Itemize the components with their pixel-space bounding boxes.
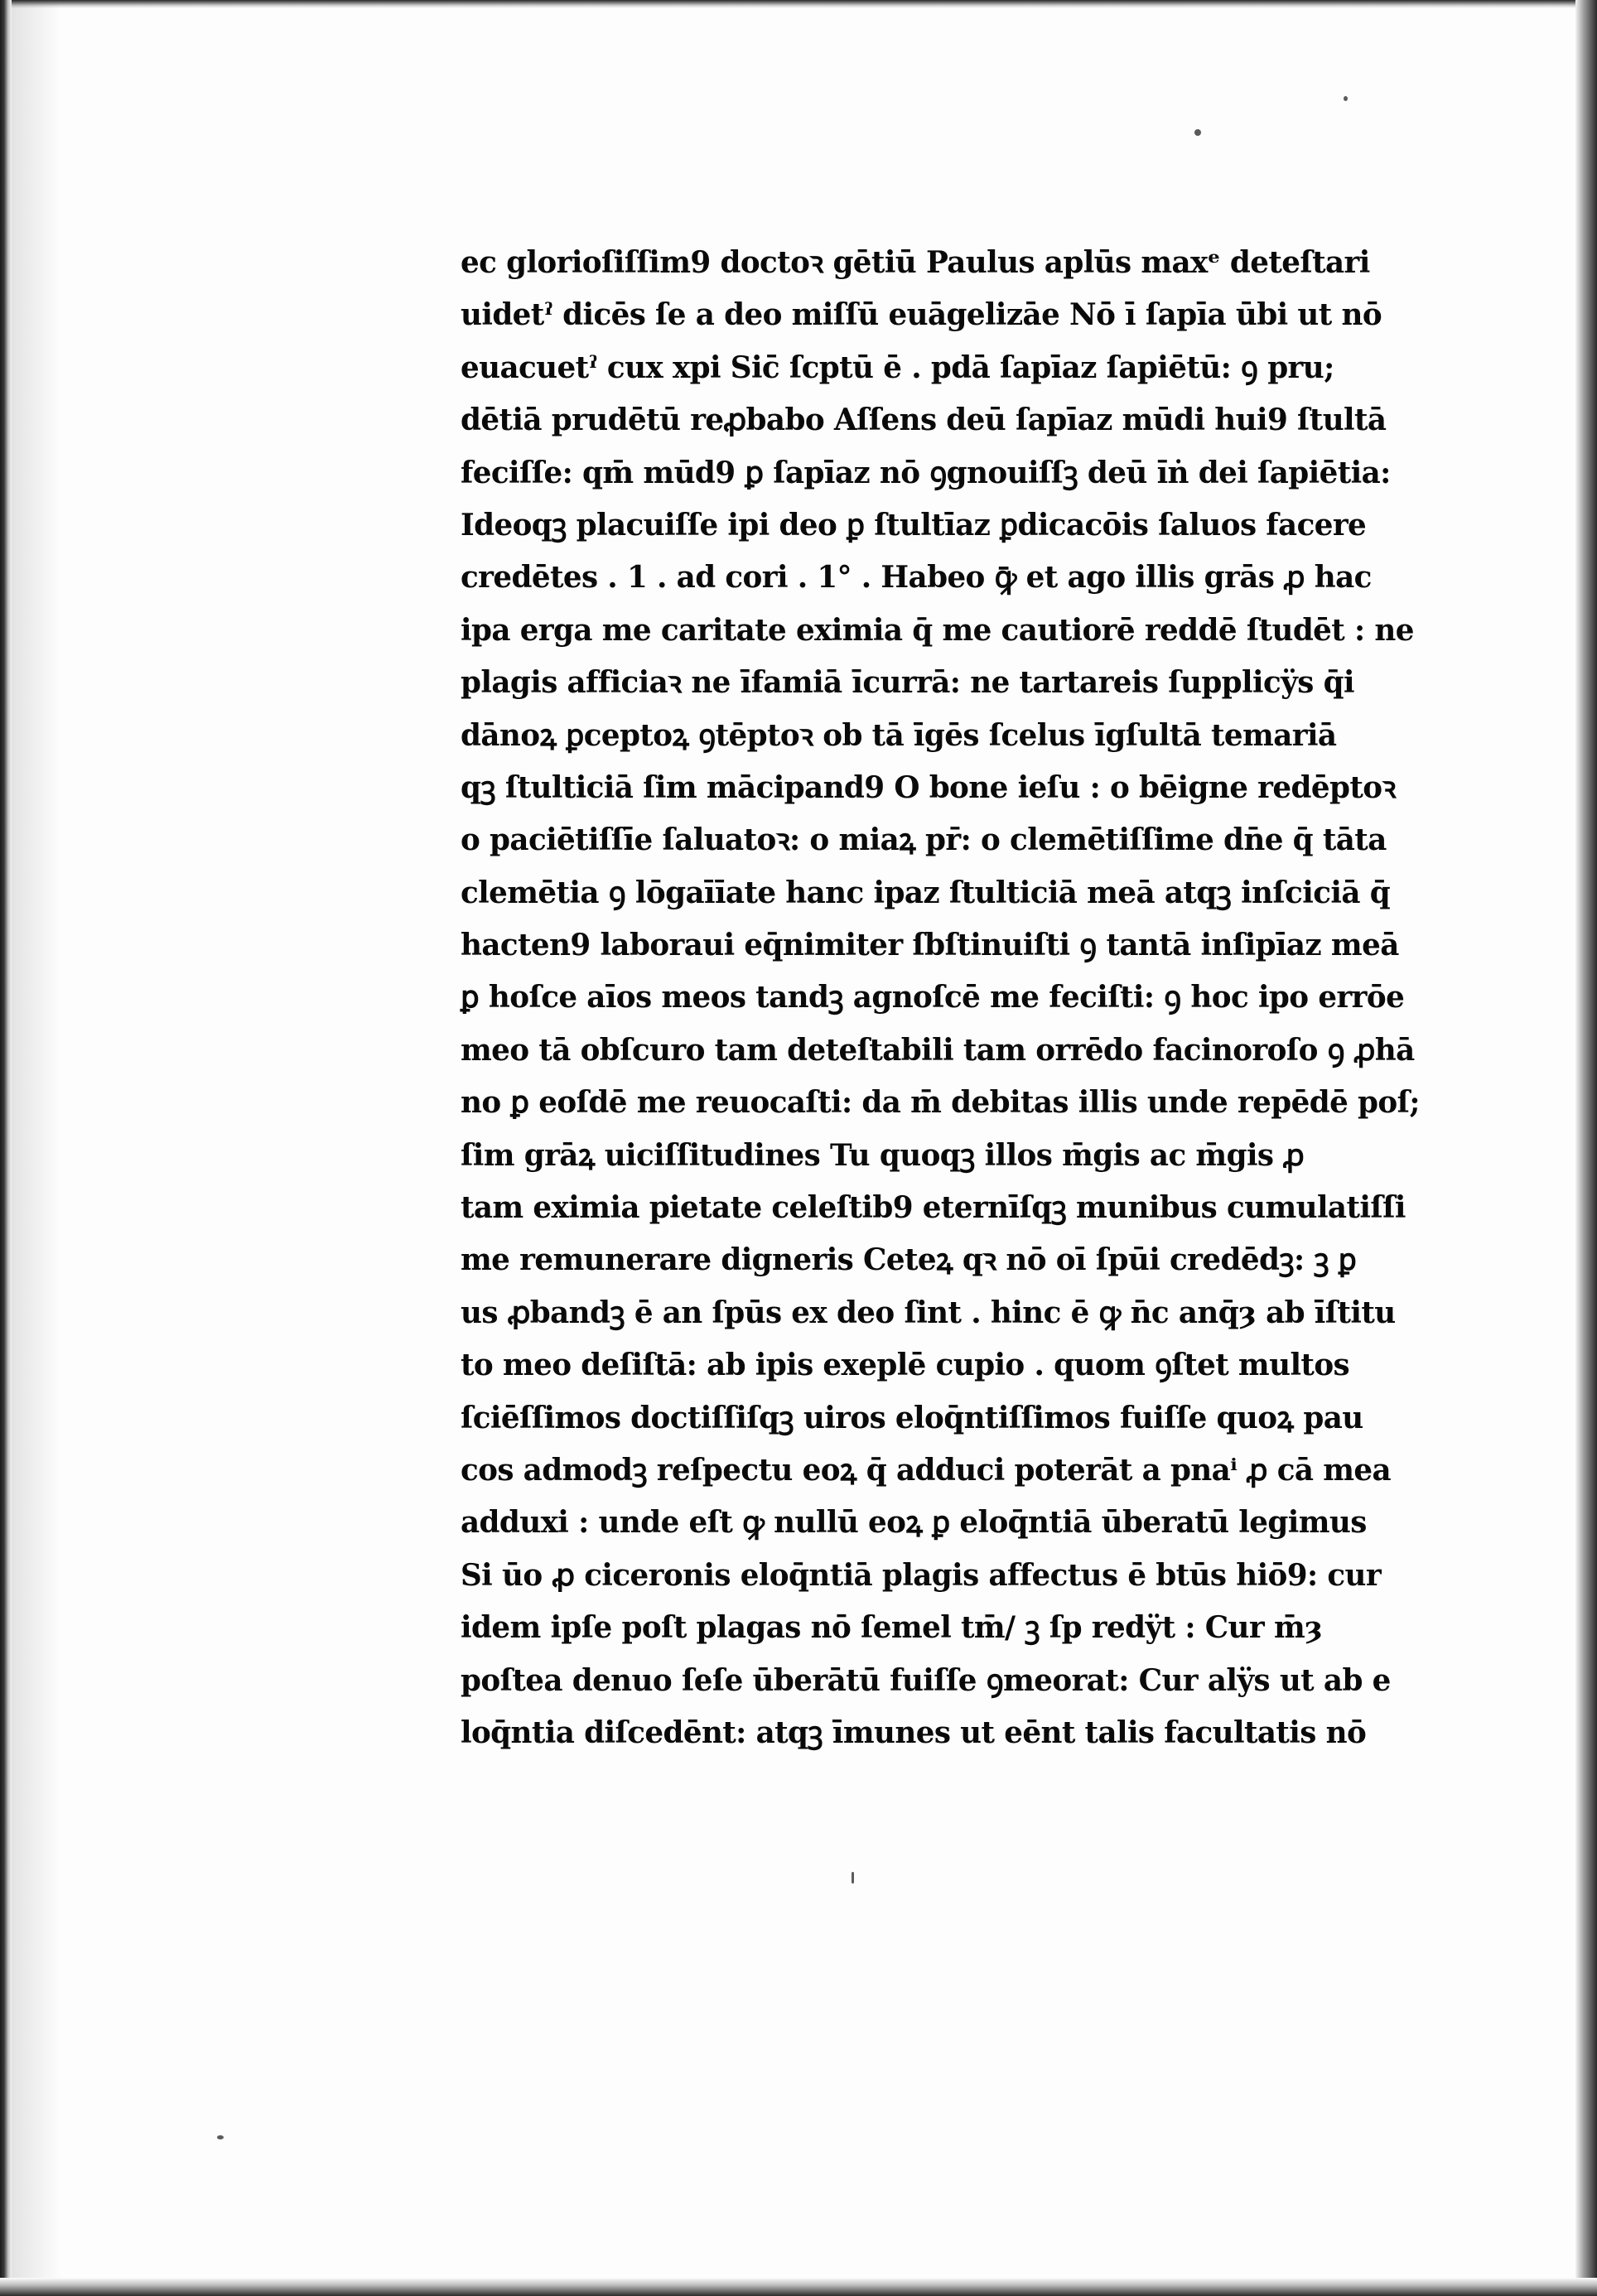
page-edge-right	[1575, 0, 1597, 2296]
text-line: idem ipſe poſt plagas nō ſemel tm̄/ ꝫ ſp redÿt : Cur m̄ȝ	[461, 1610, 1323, 1646]
text-line: me remunerare digneris Ceteꝝ qꝛ nō oī ſpūi credēdꝫ: ꝫ ꝑ	[461, 1242, 1357, 1278]
paper-speck	[852, 1872, 854, 1884]
text-line: poſtea denuo ſeſe ūberātū fuiſſe ꝯmeorat: Cur alÿs ut ab e	[461, 1662, 1391, 1698]
text-line: plagis afficiaꝛ ne īfamiā īcurrā: ne tartareis ſupplicÿs q̄i	[461, 665, 1354, 701]
body-text	[461, 237, 1438, 1759]
text-line: o paciētiſſīe ſaluatoꝛ: o miaꝝ pr̄: o clemētiſſime dn̄e q̄ tāta	[461, 822, 1387, 858]
text-line: dētiā prudētū reꝓbabo Aſſens deū ſapīaz mūdi hui9 ſtultā	[461, 403, 1387, 438]
text-line: adduxi : unde eſt ꝙ nullū eoꝝ ꝑ eloq̄ntiā ūberatū legimus	[461, 1505, 1367, 1541]
text-line: cos admodꝫ reſpectu eoꝝ q̄ adduci poterāt a pnaⁱ ꝓ cā mea	[461, 1452, 1392, 1488]
paper-speck	[1194, 129, 1201, 136]
text-line: hacten9 laboraui eq̄nimiter ſbſtinuiſti ꝯ tantā inſipīaz meā	[461, 928, 1399, 963]
text-line: feciſſe: qm̄ mūd9 ꝑ ſapīaz nō ꝯgnouiſſꝫ deū ı̄ṅ dei ſapiētia:	[461, 455, 1391, 490]
text-line: clemētia ꝯ lōgaīīate hanc ipaz ſtulticiā meā atqꝫ inſciciā q̄	[461, 875, 1391, 910]
text-line: meo tā obſcuro tam deteſtabili tam orrēdo facinoroſo ꝯ ꝓhā	[461, 1032, 1415, 1068]
text-line: tam eximia pietate celeſtib9 eternīſqꝫ munibus cumulatiſſi	[461, 1190, 1406, 1226]
paper-speck	[217, 2135, 224, 2139]
text-line: credētes . 1 . ad cori . 1° . Habeo ꝙ̄ et ago illis grās ꝓ hac	[461, 560, 1372, 596]
text-line: no ꝑ eoſdē me reuocaſti: da m̄ debitas illis unde repēdē poſ;	[461, 1085, 1420, 1121]
text-line: loq̄ntia diſcedēnt: atqꝫ īmunes ut eēnt talis facultatis nō	[461, 1715, 1367, 1750]
page-edge-top	[0, 0, 1597, 8]
text-line: qꝫ ſtulticiā ſim mācipand9 O bone ieſu : o bēigne redēptoꝛ	[461, 769, 1396, 805]
text-line: ipa erga me caritate eximia q̄ me cautiorē reddē ſtudēt : ne	[461, 612, 1414, 648]
text-line: uidetˀ dicēs ſe a deo miſſū euāgelizāe Nō ī ſapīa ūbi ut nō	[461, 297, 1382, 333]
page-edge-bottom	[0, 2278, 1597, 2296]
text-line: ſim grāꝝ uiciſſitudines Tu quoqꝫ illos m̄gis ac m̄gis ꝓ	[461, 1137, 1305, 1173]
text-line: dānoꝝ ꝑceptoꝝ ꝯtēptoꝛ ob tā īgēs ſcelus īgſultā temariā	[461, 717, 1337, 753]
text-line: euacuetˀ cux xpi Sic̄ ſcptū ē . pdā ſapīaz ſapiētū: ꝯ pru;	[461, 350, 1334, 385]
gutter-shadow	[12, 0, 61, 2296]
text-line: Ideoqꝫ placuiſſe ipi deo ꝑ ſtultīaz ꝑdicacōis ſaluos facere	[461, 507, 1367, 543]
text-line: ec glorioſiſſim9 doctoꝛ gētiū Paulus aplūs maxᵉ deteſtari	[461, 245, 1370, 280]
text-line: us ꝓbandꝫ ē an ſpūs ex deo ſint . hinc ē ꝙ n̄c anq̄ȝ ab īſtitu	[461, 1295, 1396, 1330]
text-line: ſciēſſimos doctiſſiſqꝫ uiros eloq̄ntiſſimos fuiſſe quoꝝ pau	[461, 1400, 1363, 1435]
paper-speck	[1344, 96, 1348, 101]
text-line: ꝑ hoſce aīos meos tandꝫ agnoſcē me feciſti: ꝯ hoc ipo errōe	[461, 980, 1405, 1015]
text-line: Si ūo ꝓ ciceronis eloq̄ntiā plagis affectus ē btūs hiō9: cur	[461, 1557, 1382, 1593]
page-edge-left	[0, 0, 12, 2296]
text-line: to meo deſiſtā: ab ipis exeplē cupio . quom ꝯſtet multos	[461, 1348, 1350, 1383]
